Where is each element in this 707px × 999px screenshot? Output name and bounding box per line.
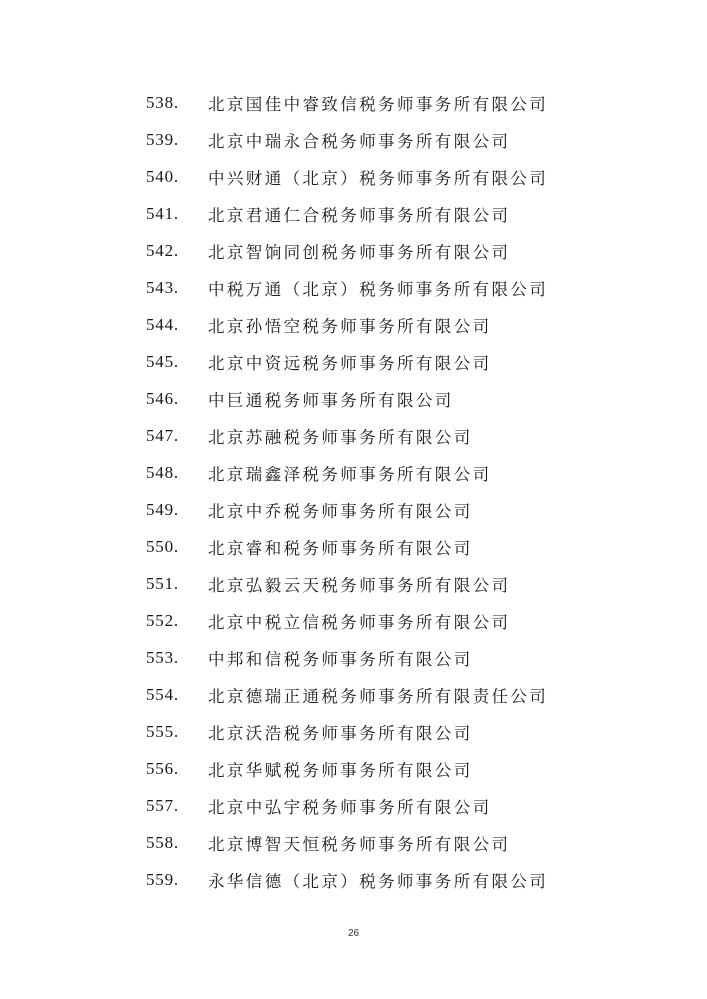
entry-number: 538. [146,92,179,112]
firm-name: 北京中弘宇税务师事务所有限公司 [208,797,492,817]
firm-name: 北京弘毅云天税务师事务所有限公司 [208,575,511,595]
list-item [0,195,707,232]
list-item [0,639,707,676]
list-item [0,750,707,787]
firm-name: 北京中瑞永合税务师事务所有限公司 [208,131,511,151]
entry-number: 541. [146,203,179,223]
firm-name: 北京华赋税务师事务所有限公司 [208,760,473,780]
firm-name: 北京苏融税务师事务所有限公司 [208,427,473,447]
firm-name: 北京博智天恒税务师事务所有限公司 [208,834,511,854]
firm-name: 中巨通税务师事务所有限公司 [208,390,454,410]
firm-list [0,84,707,898]
list-item [0,269,707,306]
firm-name: 北京君通仁合税务师事务所有限公司 [208,205,511,225]
page-number: 26 [347,928,360,939]
entry-number: 543. [146,277,179,297]
list-item [0,602,707,639]
entry-number: 555. [146,721,179,741]
entry-number: 542. [146,240,179,260]
entry-number: 548. [146,462,179,482]
entry-number: 549. [146,499,179,519]
firm-name: 北京国佳中睿致信税务师事务所有限公司 [208,94,549,114]
entry-number: 545. [146,351,179,371]
firm-name: 中兴财通（北京）税务师事务所有限公司 [208,168,549,188]
firm-name: 北京沃浩税务师事务所有限公司 [208,723,473,743]
list-item [0,491,707,528]
list-item [0,158,707,195]
entry-number: 544. [146,314,179,334]
firm-name: 北京瑞鑫泽税务师事务所有限公司 [208,464,492,484]
entry-number: 550. [146,536,179,556]
list-item [0,713,707,750]
list-item [0,306,707,343]
firm-name: 北京德瑞正通税务师事务所有限责任公司 [208,686,549,706]
list-item [0,417,707,454]
list-item [0,528,707,565]
list-item [0,787,707,824]
entry-number: 559. [146,869,179,889]
list-item [0,343,707,380]
entry-number: 556. [146,758,179,778]
firm-name: 北京中税立信税务师事务所有限公司 [208,612,511,632]
entry-number: 539. [146,129,179,149]
entry-number: 540. [146,166,179,186]
list-item [0,824,707,861]
firm-name: 中邦和信税务师事务所有限公司 [208,649,473,669]
firm-name: 中税万通（北京）税务师事务所有限公司 [208,279,549,299]
firm-name: 北京中乔税务师事务所有限公司 [208,501,473,521]
list-item [0,121,707,158]
list-item [0,861,707,898]
entry-number: 558. [146,832,179,852]
list-item [0,565,707,602]
firm-name: 北京中资远税务师事务所有限公司 [208,353,492,373]
firm-name: 北京孙悟空税务师事务所有限公司 [208,316,492,336]
list-item [0,380,707,417]
firm-name: 永华信德（北京）税务师事务所有限公司 [208,871,549,891]
entry-number: 552. [146,610,179,630]
entry-number: 553. [146,647,179,667]
list-item [0,232,707,269]
list-item [0,676,707,713]
entry-number: 546. [146,388,179,408]
firm-name: 北京睿和税务师事务所有限公司 [208,538,473,558]
entry-number: 557. [146,795,179,815]
entry-number: 554. [146,684,179,704]
entry-number: 551. [146,573,179,593]
firm-name: 北京智饷同创税务师事务所有限公司 [208,242,511,262]
list-item [0,84,707,121]
entry-number: 547. [146,425,179,445]
list-item [0,454,707,491]
